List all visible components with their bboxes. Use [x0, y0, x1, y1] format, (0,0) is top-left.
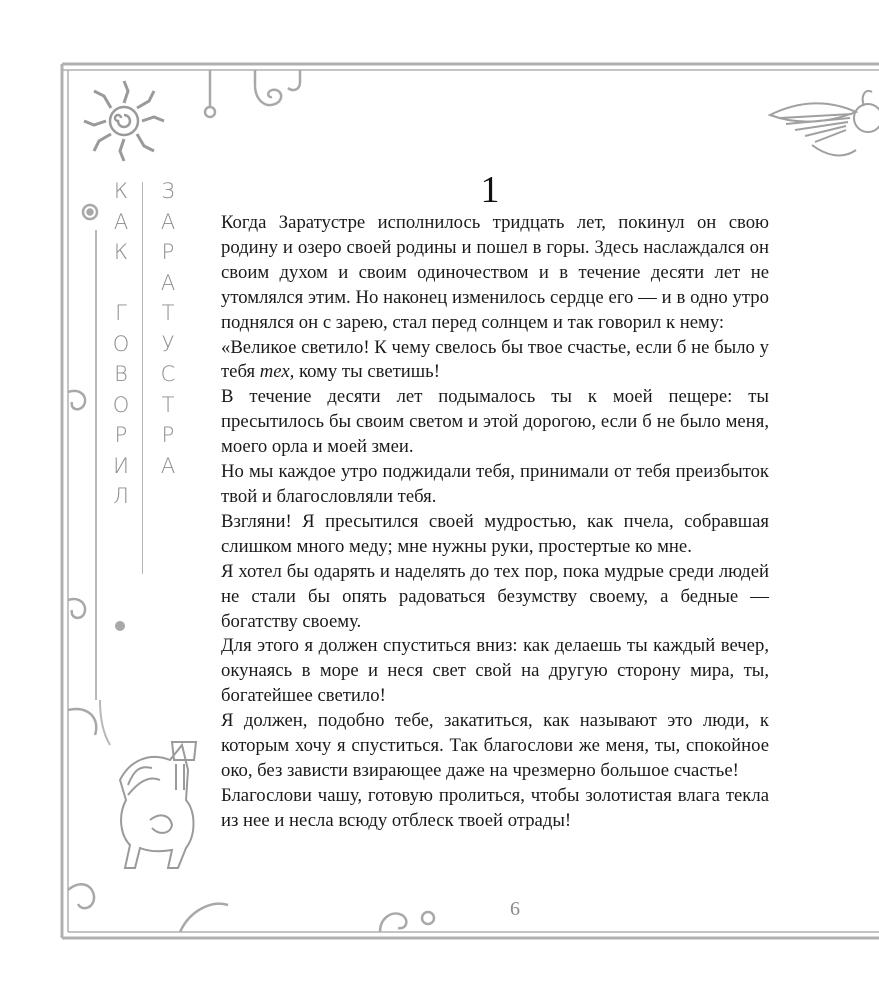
- vertical-letter: А: [113, 209, 129, 234]
- vertical-letter: Т: [161, 392, 175, 417]
- vertical-letter: Т: [161, 301, 175, 325]
- vertical-letter: Р: [114, 423, 128, 447]
- emphasis-text: тех,: [259, 361, 295, 383]
- paragraph-text: кому ты светишь!: [294, 361, 440, 383]
- paragraph: Взгляни! Я пресытился своей мудростью, как пчела, собравшая слишком много меду; мне нужны руки, простертые ко мне.: [221, 510, 769, 557]
- vertical-letter: У: [161, 331, 175, 356]
- vertical-title-divider: [142, 182, 143, 574]
- vertical-letter: А: [160, 270, 176, 295]
- vertical-letter: О: [112, 392, 130, 417]
- vertical-letter: О: [112, 331, 130, 356]
- paragraph-text: «Великое светило! К чему свелось бы твое счастье, если б не было у тебя: [221, 336, 769, 383]
- vertical-letter: К: [113, 240, 129, 264]
- paragraph: Я хотел бы одарять и наделять до тех пор, пока мудрые среди людей не стали бы опять радоваться безумству своему, а бедные — богатству своему.: [221, 560, 769, 632]
- vertical-letter: Г: [115, 301, 127, 325]
- page-number: 6: [510, 898, 520, 920]
- paragraph: Благослови чашу, готовую пролиться, чтобы золотистая влага текла из нее и несла всюду отблеск твоей отрады!: [221, 784, 769, 831]
- paragraph: Для этого я должен спуститься вниз: как делаешь ты каждый вечер, окунаясь в море и неся свет свой на другую сторону мира, ты, богатейшее светило!: [221, 635, 769, 707]
- sun-ornament-icon: [84, 81, 164, 161]
- vertical-letter: С: [160, 362, 176, 386]
- vertical-letter: З: [161, 179, 175, 203]
- paragraph: [221, 336, 769, 386]
- paragraph: Но мы каждое утро поджидали тебя, принимали от тебя преизбыток твой и благословляли тебя.: [221, 461, 769, 507]
- vertical-letter: Л: [113, 484, 129, 508]
- sphinx-ornament-icon: [120, 742, 196, 868]
- vertical-letter: Р: [161, 423, 175, 447]
- winged-disc-ornament-icon: [770, 91, 879, 156]
- vertical-letter: А: [160, 209, 176, 234]
- vertical-letter: В: [114, 362, 128, 386]
- chapter-body: [221, 211, 769, 834]
- vertical-letter: И: [113, 453, 129, 478]
- paragraph: В течение десяти лет подымалось ты к моей пещере: ты пресытилось бы своим светом и этой дорогою, если б не было меня, моего орла и моей змеи.: [221, 386, 769, 458]
- vertical-title-left-column: [107, 176, 135, 512]
- chapter-number: 1: [480, 169, 500, 211]
- paragraph: Я должен, подобно тебе, закатиться, как называют это люди, к которым хочу я спуститься. Так благослови же меня, ты, спокойное око, без зависти взирающее даже на чрезмерно большое счастье!: [221, 710, 769, 781]
- vertical-letter: Р: [161, 240, 175, 264]
- paragraph: Когда Заратустре исполнилось тридцать лет, покинул он свою родину и озеро своей родины и пошел в горы. Здесь наслаждался он своим духом и своим одиночеством и в течение десяти лет не утомлялся этим. Но наконец изменилось сердце его — и в одно утро поднялся он с зарею, стал перед солнцем и так говорил к нему:: [221, 212, 769, 333]
- vertical-title-right-column: [154, 176, 182, 481]
- vertical-letter: А: [160, 453, 176, 478]
- vertical-letter: К: [113, 179, 129, 203]
